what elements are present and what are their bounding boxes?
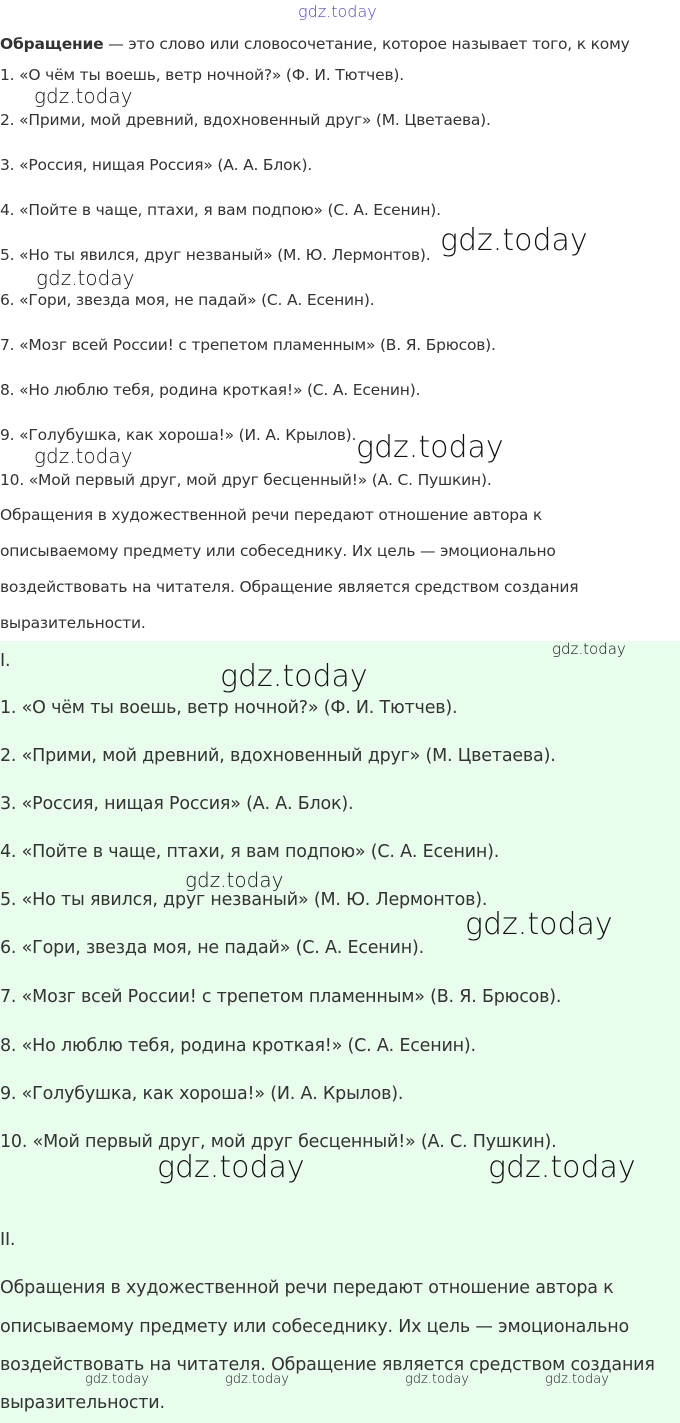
task-quote: 7. «Мозг всей России! с трепетом пламенным» (В. Я. Брюсов). — [0, 336, 496, 354]
task-paragraph-line: выразительности. — [0, 614, 146, 632]
watermark: gdz.today — [465, 907, 613, 942]
section-heading-1: I. — [0, 651, 11, 671]
watermark: gdz.today — [185, 868, 284, 892]
watermark: gdz.today — [552, 640, 626, 658]
task-quote: 9. «Голубушка, как хороша!» (И. А. Крылов). — [0, 426, 357, 444]
task-quote: 1. «О чём ты воешь, ветр ночной?» (Ф. И. Тютчев). — [0, 66, 404, 84]
task-quote: 8. «Но люблю тебя, родина кроткая!» (С. А. Есенин). — [0, 381, 421, 399]
answer-quote: 3. «Россия, нищая Россия» (А. А. Блок). — [0, 794, 354, 814]
answer-quote: 4. «Пойте в чаще, птахи, я вам подпою» (С. А. Есенин). — [0, 842, 500, 862]
task-paragraph-line: описываемому предмету или собеседнику. Их цель — эмоционально — [0, 542, 556, 560]
answer-quote: 9. «Голубушка, как хороша!» (И. А. Крылов). — [0, 1084, 404, 1104]
intro-term: Обращение — [0, 35, 104, 53]
intro-text: — это слово или словосочетание, которое называет того, к кому — [103, 35, 630, 53]
watermark: gdz.today — [34, 444, 133, 468]
watermark: gdz.today — [488, 1150, 636, 1185]
intro-line — [0, 34, 630, 54]
answer-quote: 6. «Гори, звезда моя, не падай» (С. А. Есенин). — [0, 938, 424, 958]
task-quote: 6. «Гори, звезда моя, не падай» (С. А. Есенин). — [0, 291, 375, 309]
answer-paragraph-line: выразительности. — [0, 1393, 165, 1413]
answer-quote: 2. «Прими, мой древний, вдохновенный друг» (М. Цветаева). — [0, 746, 556, 766]
answer-paragraph-line: описываемому предмету или собеседнику. Их цель — эмоционально — [0, 1317, 629, 1337]
watermark: gdz.today — [545, 1372, 609, 1387]
watermark: gdz.today — [36, 266, 135, 290]
answer-quote: 8. «Но люблю тебя, родина кроткая!» (С. А. Есенин). — [0, 1036, 476, 1056]
task-quote: 4. «Пойте в чаще, птахи, я вам подпою» (С. А. Есенин). — [0, 201, 441, 219]
answer-quote: 5. «Но ты явился, друг незваный» (М. Ю. Лермонтов). — [0, 890, 488, 910]
task-quote: 10. «Мой первый друг, мой друг бесценный!» (А. С. Пушкин). — [0, 471, 492, 489]
watermark: gdz.today — [34, 84, 133, 108]
header-logo[interactable]: gdz.today — [298, 2, 377, 21]
answer-quote: 1. «О чём ты воешь, ветр ночной?» (Ф. И. Тютчев). — [0, 698, 458, 718]
answer-paragraph-line: воздействовать на читателя. Обращение является средством создания — [0, 1355, 655, 1375]
task-quote: 2. «Прими, мой древний, вдохновенный друг» (М. Цветаева). — [0, 111, 491, 129]
watermark: gdz.today — [356, 430, 504, 465]
watermark: gdz.today — [220, 659, 368, 694]
watermark: gdz.today — [405, 1372, 469, 1387]
task-quote: 5. «Но ты явился, друг незваный» (М. Ю. Лермонтов). — [0, 246, 431, 264]
answer-quote: 10. «Мой первый друг, мой друг бесценный!» (А. С. Пушкин). — [0, 1132, 557, 1152]
answer-paragraph-line: Обращения в художественной речи передают отношение автора к — [0, 1278, 614, 1298]
task-paragraph-line: воздействовать на читателя. Обращение является средством создания — [0, 578, 579, 596]
watermark: gdz.today — [85, 1372, 149, 1387]
answer-quote: 7. «Мозг всей России! с трепетом пламенным» (В. Я. Брюсов). — [0, 987, 562, 1007]
task-paragraph-line: Обращения в художественной речи передают отношение автора к — [0, 506, 543, 524]
section-heading-2: II. — [0, 1230, 16, 1250]
watermark: gdz.today — [225, 1372, 289, 1387]
watermark: gdz.today — [440, 223, 588, 258]
task-quote: 3. «Россия, нищая Россия» (А. А. Блок). — [0, 156, 313, 174]
watermark: gdz.today — [157, 1150, 305, 1185]
